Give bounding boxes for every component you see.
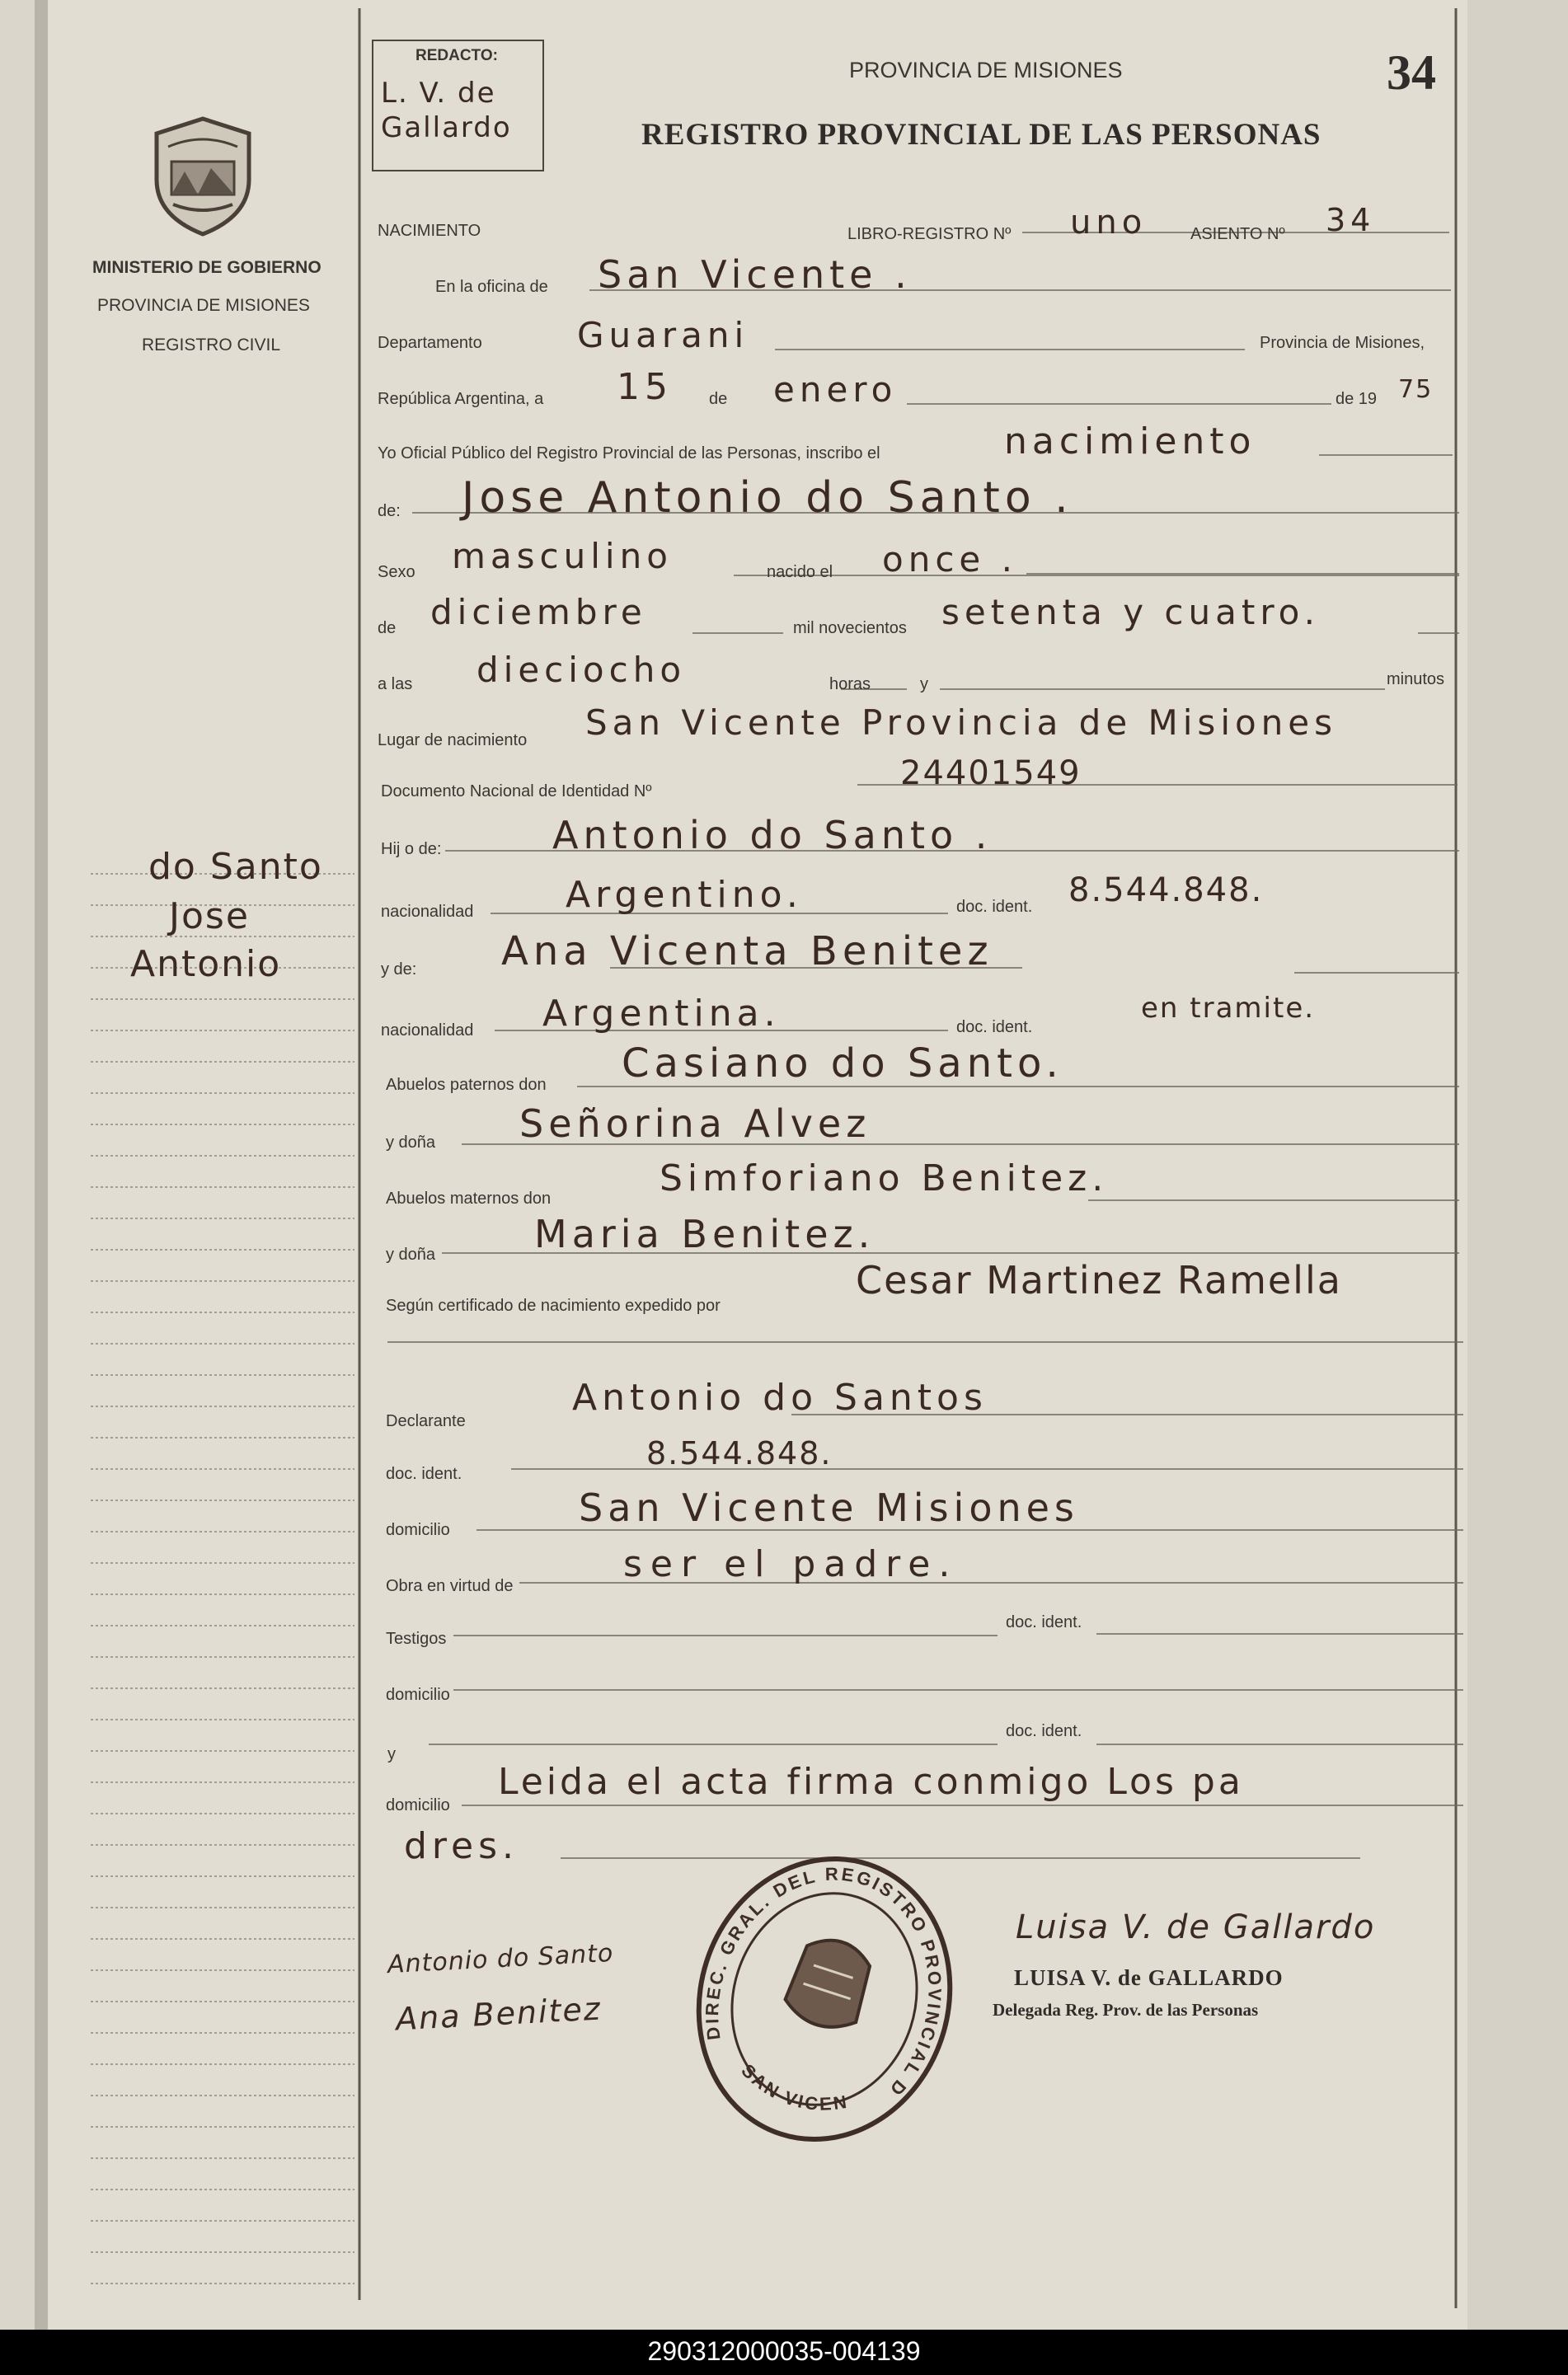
header-registry: REGISTRO PROVINCIAL DE LAS PERSONAS: [641, 118, 1322, 152]
padre-doc-value: 8.544.848.: [1068, 871, 1264, 909]
declarante-label: Declarante: [386, 1412, 466, 1430]
nota-value-2: dres.: [404, 1825, 519, 1867]
nacionalidad-label-2: nacionalidad: [381, 1021, 474, 1040]
domicilio-label-3: domicilio: [386, 1796, 450, 1814]
abuelos-pat-label: Abuelos paternos don: [386, 1076, 547, 1094]
padre-signature: Antonio do Santo: [387, 1938, 615, 1980]
margin-name-line2: Jose: [169, 895, 250, 937]
sexo-value: masculino: [452, 536, 673, 576]
certificado-value: Cesar Martinez Ramella: [856, 1258, 1342, 1302]
decl-doc-label: doc. ident.: [386, 1465, 462, 1483]
doc-ident-label-1: doc. ident.: [956, 898, 1033, 916]
abuela-pat-value: Señorina Alvez: [519, 1101, 871, 1146]
hora-value: dieciocho: [477, 650, 687, 690]
domicilio-label-2: domicilio: [386, 1686, 450, 1704]
anio-label: de 19: [1336, 390, 1378, 408]
official-stamp: [688, 1847, 960, 2152]
madre-nac-value: Argentina.: [542, 993, 781, 1035]
header-province: PROVINCIA DE MISIONES: [849, 58, 1123, 82]
de3-label: de: [378, 619, 397, 637]
mes-value: enero: [773, 369, 898, 410]
margin-name-line1: do Santo: [148, 846, 323, 888]
civil-registry-label: REGISTRO CIVIL: [142, 336, 281, 354]
nombre-value: Jose Antonio do Santo .: [462, 473, 1073, 523]
lugar-label: Lugar de nacimiento: [378, 731, 528, 749]
doc-ident-label-3: doc. ident.: [1006, 1613, 1082, 1631]
oficial-label: Yo Oficial Público del Registro Provincial de las Personas, inscribo el: [378, 444, 880, 462]
ydona-label-1: y doña: [386, 1134, 436, 1152]
madre-signature: Ana Benitez: [395, 1990, 603, 2038]
asiento-value: 34: [1326, 202, 1376, 238]
oficina-value: San Vicente .: [598, 252, 912, 297]
de2-label: de:: [378, 502, 401, 520]
certificado-label: Según certificado de nacimiento expedido por: [386, 1297, 721, 1315]
yde-label: y de:: [381, 960, 417, 979]
minutos-label: minutos: [1387, 670, 1445, 688]
y2-label: y: [387, 1745, 396, 1763]
oficial-name: LUISA V. de GALLARDO: [1014, 1965, 1284, 1990]
abuela-mat-value: Maria Benitez.: [534, 1212, 876, 1256]
domicilio-label-1: domicilio: [386, 1521, 450, 1539]
nacionalidad-label: nacionalidad: [381, 903, 474, 921]
footer-id: 290312000035-004139: [647, 2336, 921, 2366]
horas-label: horas: [829, 675, 871, 693]
ala-label: a las: [378, 675, 413, 693]
anio-nac-value: setenta y cuatro.: [941, 592, 1320, 632]
republica-label: República Argentina, a: [378, 390, 544, 408]
redacto-label: REDACTO:: [415, 47, 498, 64]
provincial-emblem: [148, 114, 257, 237]
departamento-value: Guarani: [577, 315, 749, 355]
y-label: y: [920, 675, 928, 693]
nacido-value: once .: [882, 539, 1017, 580]
page-number: 34: [1387, 45, 1436, 100]
obra-value: ser el padre.: [623, 1543, 959, 1585]
obra-label: Obra en virtud de: [386, 1577, 514, 1595]
padre-value: Antonio do Santo .: [552, 813, 993, 857]
abuelo-pat-value: Casiano do Santo.: [622, 1040, 1063, 1087]
de-label: de: [709, 390, 728, 408]
mes-nac-value: diciembre: [430, 592, 647, 632]
domicilio-value: San Vicente Misiones: [579, 1486, 1079, 1530]
dia-value: 15: [617, 366, 673, 408]
nacimiento-label: NACIMIENTO: [378, 222, 481, 240]
left-province-label: PROVINCIA DE MISIONES: [97, 296, 310, 315]
doc-ident-label-2: doc. ident.: [956, 1018, 1033, 1036]
decl-doc-value: 8.544.848.: [646, 1435, 833, 1471]
hijo-label: Hij o de:: [381, 840, 442, 858]
dni-value: 24401549: [900, 754, 1082, 792]
padre-nac-value: Argentino.: [566, 874, 803, 916]
abuelos-mat-label: Abuelos maternos don: [386, 1190, 552, 1208]
testigos-label: Testigos: [386, 1630, 447, 1648]
nota-value-1: Leida el acta firma conmigo Los pa: [498, 1761, 1244, 1803]
libro-label: LIBRO-REGISTRO Nº: [847, 225, 1012, 243]
madre-value: Ana Vicenta Benitez: [501, 928, 993, 974]
oficina-label: En la oficina de: [435, 278, 548, 296]
libro-value: uno: [1070, 204, 1148, 242]
madre-doc-value: en tramite.: [1141, 992, 1316, 1025]
lugar-value: San Vicente Provincia de Misiones: [585, 702, 1338, 743]
doc-ident-label-4: doc. ident.: [1006, 1722, 1082, 1740]
ministry-label: MINISTERIO DE GOBIERNO: [92, 258, 322, 277]
abuelo-mat-value: Simforiano Benitez.: [660, 1157, 1109, 1199]
mil-label: mil novecientos: [793, 619, 907, 637]
oficial-signature: Luisa V. de Gallardo: [1016, 1908, 1376, 1946]
svg-text:SAN VICENTE: SAN VICENTE: [737, 2059, 851, 2115]
ydona-label-2: y doña: [386, 1246, 436, 1264]
dni-label: Documento Nacional de Identidad Nº: [381, 782, 652, 800]
departamento-label: Departamento: [378, 334, 482, 352]
asiento-label: ASIENTO Nº: [1190, 225, 1285, 243]
svg-text:DIREC. GRAL. DEL REGISTRO PROV: DIREC. GRAL. DEL REGISTRO PROVINCIAL DE: [702, 1863, 946, 2101]
provincia-label: Provincia de Misiones,: [1260, 334, 1425, 352]
oficial-title: Delegada Reg. Prov. de las Personas: [993, 2000, 1259, 2020]
declarante-value: Antonio do Santos: [572, 1377, 988, 1419]
nacido-label: nacido el: [767, 563, 833, 581]
sexo-label: Sexo: [378, 563, 415, 581]
redacto-value: L. V. de Gallardo: [381, 77, 512, 144]
margin-name-line3: Antonio: [130, 943, 282, 985]
oficial-value: nacimiento: [1004, 420, 1256, 462]
anio-value: 75: [1398, 375, 1434, 404]
